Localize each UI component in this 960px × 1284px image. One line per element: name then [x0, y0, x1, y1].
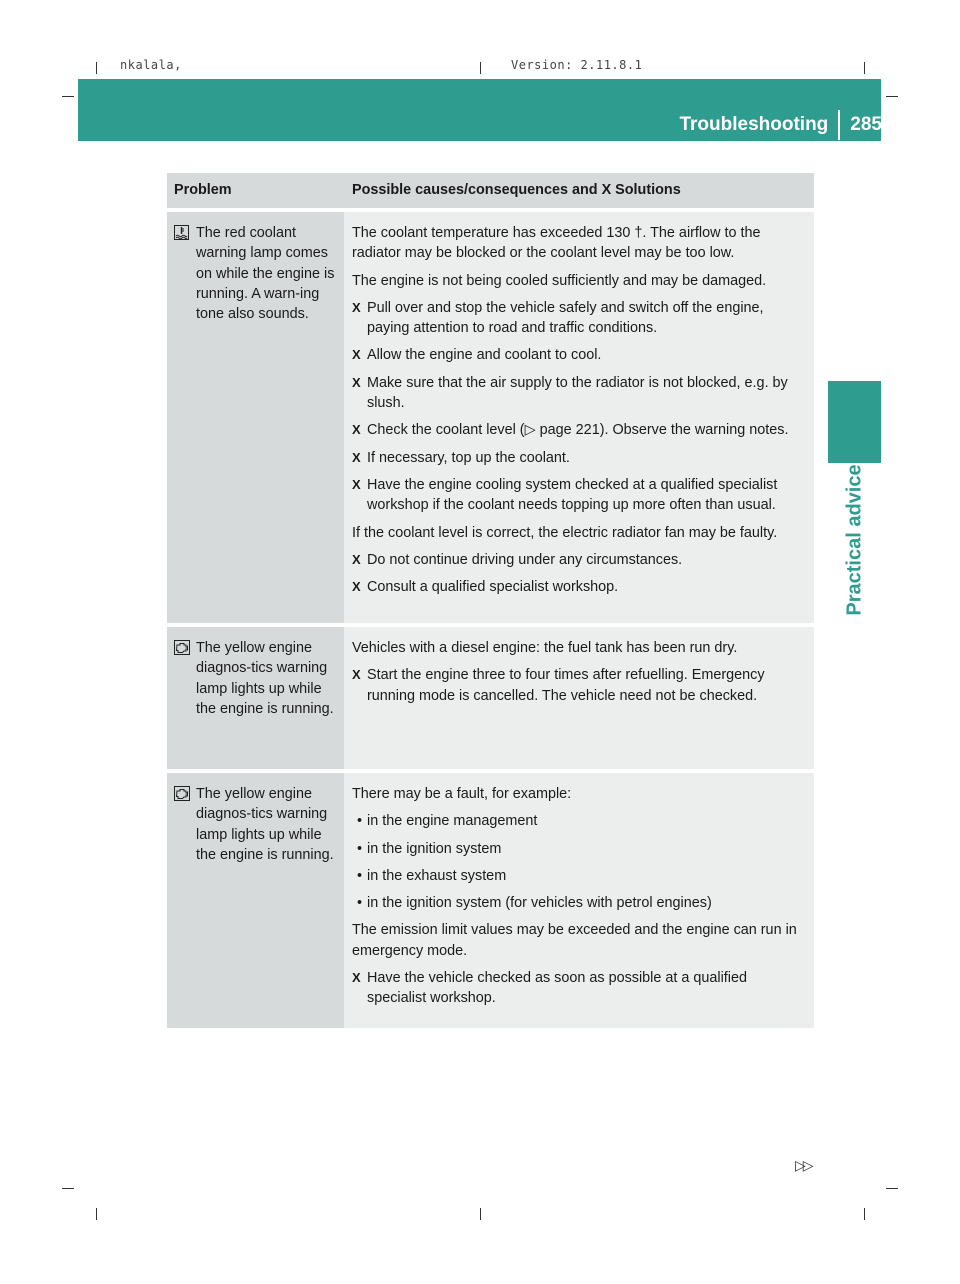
- side-tab: [828, 381, 881, 463]
- table-row: [167, 210, 814, 625]
- table-row: [167, 625, 814, 771]
- continue-arrows-icon: ▷▷: [795, 1157, 811, 1173]
- step-arrow-icon: X: [352, 449, 361, 465]
- header-title: [679, 112, 882, 138]
- bullet-icon: •: [356, 813, 363, 830]
- crop-mark: [480, 1208, 481, 1220]
- print-meta-left: nkalala,: [120, 58, 182, 72]
- crop-mark: [864, 62, 865, 74]
- problem-cell: [167, 771, 344, 1028]
- solution-step: X Consult a qualified specialist workshop.: [352, 577, 808, 597]
- solution-bullet: • in the engine management: [352, 811, 808, 831]
- crop-mark: [864, 1208, 865, 1220]
- side-tab-text: Practical advice: [843, 464, 865, 616]
- section-title: Troubleshooting: [679, 114, 829, 135]
- problem-text: The red coolant warning lamp comes on while the engine is running. A warn-ing tone also sounds.: [196, 225, 335, 323]
- header-separator: [838, 110, 840, 140]
- step-arrow-icon: X: [352, 551, 361, 567]
- solution-bullet: • in the exhaust system: [352, 866, 808, 886]
- step-arrow-icon: X: [352, 374, 361, 390]
- solution-bullet: • in the ignition system: [352, 839, 808, 859]
- crop-mark: [62, 1188, 74, 1189]
- solution-paragraph: The engine is not being cooled sufficiently and may be damaged.: [352, 272, 767, 289]
- step-arrow-icon: X: [352, 347, 361, 363]
- solution-paragraph: The coolant temperature has exceeded 130 †. The airflow to the radiator may be blocked or the coolant level may be too low.: [352, 225, 761, 262]
- print-meta-right: Version: 2.11.8.1: [511, 58, 643, 72]
- step-arrow-icon: X: [352, 970, 361, 986]
- crop-mark: [96, 1208, 97, 1220]
- solution-paragraph: Vehicles with a diesel engine: the fuel tank has been run dry.: [352, 640, 738, 656]
- page-ref-link[interactable]: page 221). Observe the warning notes.: [539, 422, 789, 439]
- solution-step: X Do not continue driving under any circumstances.: [352, 550, 808, 570]
- bullet-icon: •: [356, 867, 363, 884]
- crop-mark: [96, 62, 97, 74]
- crop-mark: [886, 1188, 898, 1189]
- step-arrow-icon: X: [352, 422, 361, 438]
- solution-step: X Check the coolant level (▷ page 221). Observe the warning notes.: [352, 420, 808, 440]
- bullet-icon: •: [356, 895, 363, 912]
- problem-text: The yellow engine diagnos-tics warning lamp lights up while the engine is running.: [196, 640, 334, 717]
- bullet-icon: •: [356, 840, 363, 857]
- side-tab-label: [828, 464, 881, 616]
- solution-step: X Have the vehicle checked as soon as possible at a qualified specialist workshop.: [352, 968, 808, 1009]
- engine-diagnostics-icon: [174, 784, 196, 865]
- solution-paragraph: If the coolant level is correct, the electric radiator fan may be faulty.: [352, 524, 778, 541]
- solution-cell: [344, 771, 814, 1028]
- crop-mark: [480, 62, 481, 74]
- solution-cell: [344, 625, 814, 771]
- problem-cell: [167, 625, 344, 771]
- solution-paragraph: The emission limit values may be exceeded and the engine can run in emergency mode.: [352, 922, 797, 959]
- solution-step: X If necessary, top up the coolant.: [352, 448, 808, 468]
- page-number: 285: [850, 114, 882, 135]
- crop-mark: [62, 96, 74, 97]
- step-arrow-icon: X: [352, 579, 361, 595]
- coolant-icon: [174, 223, 196, 324]
- step-arrow-icon: X: [352, 476, 361, 492]
- solution-step: X Start the engine three to four times after refuelling. Emergency running mode is cancelled. The vehicle need not be checked.: [352, 665, 808, 706]
- solution-step: X Have the engine cooling system checked at a qualified specialist workshop if the coolant needs topping up more often than usual.: [352, 475, 808, 516]
- step-arrow-icon: X: [352, 299, 361, 315]
- solution-bullet: • in the ignition system (for vehicles with petrol engines): [352, 893, 808, 913]
- table-header-row: [167, 173, 814, 210]
- solution-step: X Allow the engine and coolant to cool.: [352, 345, 808, 365]
- page-ref-arrow-icon: ▷: [524, 422, 540, 439]
- table-row: [167, 771, 814, 1028]
- problem-cell: [167, 210, 344, 625]
- step-arrow-icon: X: [352, 667, 361, 683]
- problem-text: The yellow engine diagnos-tics warning lamp lights up while the engine is running.: [196, 786, 334, 863]
- solution-step: X Pull over and stop the vehicle safely and switch off the engine, paying attention to road and traffic conditions.: [352, 298, 808, 339]
- solution-step: X Make sure that the air supply to the radiator is not blocked, e.g. by slush.: [352, 373, 808, 414]
- step-arrow-icon: X: [601, 182, 612, 199]
- engine-diagnostics-icon: [174, 638, 196, 719]
- troubleshooting-table: [167, 173, 814, 1028]
- crop-mark: [886, 96, 898, 97]
- solution-cell: [344, 210, 814, 625]
- column-header-problem: Problem: [167, 173, 344, 210]
- column-header-solutions: Possible causes/consequences and X Solutions: [344, 173, 814, 210]
- solution-paragraph: There may be a fault, for example:: [352, 786, 572, 802]
